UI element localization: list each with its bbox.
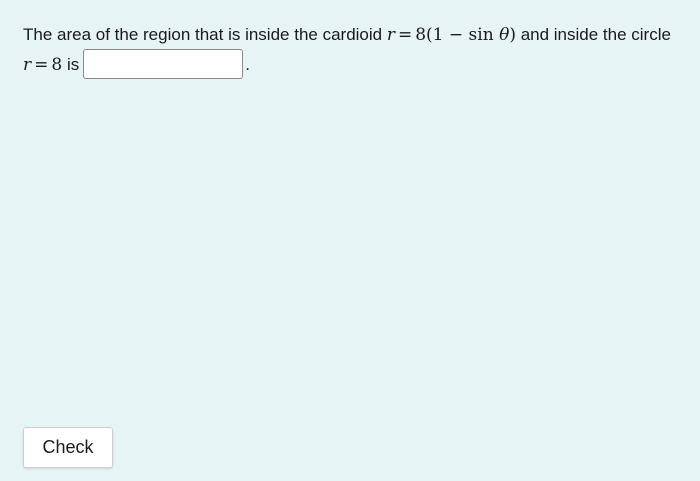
circle-equals: = (34, 55, 49, 75)
cardioid-close-paren: ) (509, 25, 516, 45)
question-end-text: is (62, 55, 80, 74)
cardioid-equals: = (397, 25, 413, 45)
cardioid-variable: r (386, 25, 395, 45)
cardioid-sin: sin (463, 25, 500, 45)
cardioid-expression-start: 8(1 (415, 25, 449, 45)
question-middle-text: and inside the circle (515, 25, 671, 44)
cardioid-theta: θ (499, 25, 510, 45)
question-text (23, 20, 683, 80)
circle-variable: r (23, 55, 32, 75)
cardioid-minus: − (448, 25, 464, 45)
question-period: . (245, 55, 250, 74)
circle-equation (23, 55, 62, 75)
cardioid-equation (387, 25, 516, 45)
circle-value: 8 (51, 55, 63, 75)
answer-input[interactable] (83, 49, 243, 79)
question-intro-text: The area of the region that is inside the cardioid (23, 25, 387, 44)
check-button[interactable]: Check (23, 427, 113, 468)
